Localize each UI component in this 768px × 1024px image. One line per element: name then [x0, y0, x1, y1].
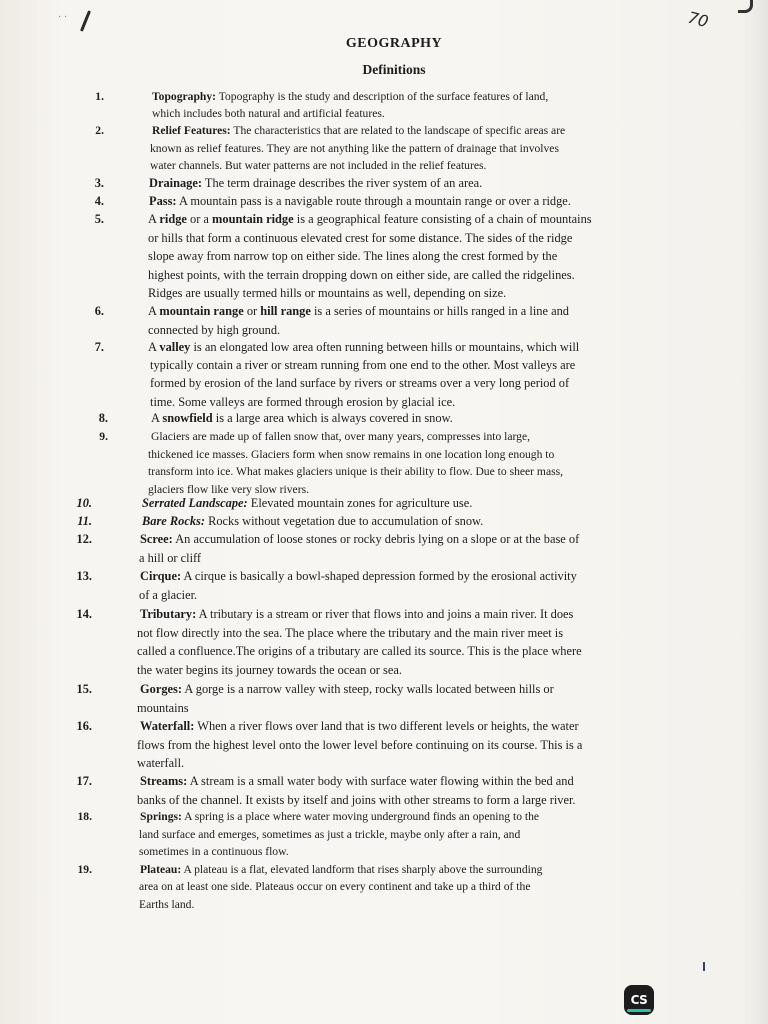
definition-text: Elevated mountain zones for agriculture use.: [250, 496, 473, 510]
definition-text: water channels. But water patterns are not included in the relief features.: [150, 159, 487, 173]
definition-text: transform into ice. What makes glaciers unique is their ability to flow. Due to sheer mass,: [148, 465, 564, 479]
definition-line: [142, 494, 688, 512]
definition-number: 9.: [99, 430, 108, 443]
definition-line: [151, 428, 688, 446]
definition-text: Rocks without vegetation due to accumulation of snow.: [208, 514, 484, 528]
definition-body: [148, 338, 688, 411]
definition-line: [137, 661, 688, 680]
definition-term: Tributary:: [140, 607, 197, 621]
definition-body: [137, 680, 688, 717]
definition-body: [148, 302, 688, 339]
definition-term: Cirque:: [140, 569, 182, 583]
definition-body: [137, 717, 688, 773]
definition-text: An accumulation of loose stones or rocky debris lying on a slope or at the base of: [175, 532, 580, 546]
definition-text: A tributary is a stream or river that flows into and joins a main river. It does: [198, 607, 574, 621]
definition-line: [139, 843, 688, 861]
definition-line: [140, 772, 688, 791]
definition-line: [139, 826, 688, 844]
definition-text: A gorge is a narrow valley with steep, rocky walls located between hills or: [184, 682, 554, 696]
definition-text: known as relief features. They are not anything like the pattern of drainage that involves: [150, 141, 559, 155]
definition-line: [137, 754, 688, 773]
definition-body: [152, 88, 688, 123]
definition-text: slope away from narrow top on either side. The lines along the crest formed by the: [148, 249, 558, 264]
definition-term: Scree:: [140, 532, 173, 546]
definition-line: [148, 266, 688, 285]
pen-mark-bottom: [703, 962, 705, 971]
definition-text: A: [151, 411, 160, 425]
definition-term: snowfield: [162, 411, 213, 425]
definition-text: not flow directly into the sea. The place where the tributary and the main river meet is: [137, 625, 564, 640]
definition-text: glaciers flow like very slow rivers.: [148, 482, 309, 496]
definition-term: Gorges:: [140, 682, 182, 696]
definition-text: formed by erosion of the land surface by rivers or streams over a very long period of: [150, 376, 570, 391]
definition-body: [148, 428, 688, 498]
definition-body: [140, 861, 688, 913]
definition-line: [149, 192, 688, 210]
definition-number: 19.: [77, 863, 92, 876]
definition-term: Serrated Landscape:: [142, 496, 248, 510]
definition-line: [137, 699, 688, 718]
definition-text: thickened ice masses. Glaciers form when snow remains in one location long enough to: [148, 447, 555, 461]
definition-text: of a glacier.: [139, 587, 198, 602]
definition-line: [140, 605, 688, 624]
definition-number: 11.: [77, 514, 92, 528]
definition-term: Springs:: [140, 810, 182, 823]
definition-line: [148, 338, 688, 356]
definition-text: the water begins its journey towards the ocean or sea.: [137, 662, 402, 677]
definition-body: [151, 410, 688, 427]
definition-term: Drainage:: [149, 176, 202, 190]
definition-number: 12.: [76, 532, 92, 546]
definition-term: Streams:: [140, 774, 188, 788]
definition-term: Waterfall:: [140, 719, 195, 733]
definition-text: A spring is a place where water moving underground finds an opening to the: [184, 810, 540, 823]
definition-number: 18.: [77, 810, 92, 823]
definition-text: Glaciers are made up of fallen snow that, over many years, compresses into large,: [151, 430, 531, 443]
definition-body: [137, 605, 688, 679]
definition-body: [137, 772, 688, 809]
definition-text: sometimes in a continuous flow.: [139, 845, 289, 859]
definition-text: The characteristics that are related to the landscape of specific areas are: [233, 124, 566, 137]
definition-text: highest points, with the terrain dropping down on either side, are called the ridgelines.: [148, 267, 575, 282]
definition-line: [150, 157, 688, 175]
definition-number: 4.: [94, 194, 104, 208]
definition-text: which includes both natural and artificial features.: [152, 107, 385, 121]
definition-body: [149, 174, 688, 192]
definition-number: 7.: [94, 340, 104, 354]
definition-line: [140, 717, 688, 736]
definition-line: [152, 122, 688, 140]
definition-line: [148, 210, 688, 229]
definition-line: [142, 512, 688, 530]
definition-text: area on at least one side. Plateaus occur on every continent and take up a third of the: [139, 880, 531, 894]
definition-line: [140, 861, 688, 878]
definition-text: is a large area which is always covered in snow.: [215, 411, 453, 425]
definition-number: 8.: [98, 411, 108, 425]
definition-body: [152, 122, 688, 175]
definition-text: is a geographical feature consisting of a chain of mountains: [296, 212, 592, 226]
definition-line: [152, 88, 688, 105]
scan-speckle: · ·: [58, 12, 68, 23]
definition-line: [137, 736, 688, 755]
definition-text: A plateau is a flat, elevated landform that rises sharply above the surrounding: [183, 863, 543, 876]
definition-term: Bare Rocks:: [142, 514, 205, 528]
definition-text: land surface and emerges, sometimes as just a trickle, maybe only after a rain, and: [139, 827, 521, 841]
page-subtitle: Definitions: [362, 62, 426, 77]
definition-body: [140, 808, 688, 861]
definition-line: [148, 321, 688, 340]
definition-body: [140, 530, 688, 567]
definition-number: 16.: [76, 719, 92, 733]
definition-line: [137, 791, 688, 810]
definition-text: is a series of mountains or hills ranged in a line and: [313, 304, 569, 318]
handwritten-page-number: 70: [686, 7, 711, 32]
definition-text: mountains: [137, 700, 189, 715]
definition-number: 5.: [94, 212, 104, 226]
definition-term: ridge: [159, 212, 187, 226]
definition-line: [140, 680, 688, 699]
definition-term: Pass:: [149, 194, 177, 208]
definition-line: [152, 105, 688, 122]
definition-number: 2.: [95, 124, 104, 137]
definition-body: [149, 192, 688, 210]
camscanner-logo-icon: CS: [624, 985, 654, 1015]
definition-line: [148, 302, 688, 321]
definition-line: [140, 530, 688, 549]
definition-number: 15.: [76, 682, 92, 696]
definition-line: [150, 140, 688, 158]
definition-text: or: [246, 304, 258, 318]
definition-text: is an elongated low area often running between hills or mountains, which will: [193, 340, 580, 354]
definition-line: [148, 284, 688, 303]
definition-text: Earths land.: [139, 897, 195, 911]
definition-text: A stream is a small water body with surface water flowing within the bed and: [189, 774, 574, 788]
definition-number: 14.: [76, 607, 92, 621]
definition-line: [139, 896, 688, 913]
definition-term: valley: [159, 340, 191, 354]
definition-text: Topography is the study and description of the surface features of land,: [218, 90, 549, 103]
definition-text: typically contain a river or stream running from one end to the other. Most valleys are: [150, 358, 576, 373]
definition-line: [148, 446, 688, 464]
definition-number: 3.: [94, 176, 104, 190]
definition-body: [148, 210, 688, 303]
definition-text: When a river flows over land that is two different levels or heights, the water: [197, 719, 579, 733]
definition-line: [139, 549, 688, 568]
definition-term: Relief Features:: [152, 124, 231, 137]
definition-line: [148, 229, 688, 248]
definition-term: mountain ridge: [212, 212, 294, 226]
definition-line: [150, 374, 688, 392]
definition-text: The term drainage describes the river system of an area.: [204, 176, 483, 190]
scan-shadow: [744, 0, 768, 1024]
definition-text: A mountain pass is a navigable route through a mountain range or over a ridge.: [178, 194, 571, 208]
definition-number: 6.: [94, 304, 104, 318]
definition-text: waterfall.: [137, 756, 185, 771]
definition-number: 13.: [76, 569, 92, 583]
definition-line: [148, 247, 688, 266]
definition-number: 10.: [76, 496, 92, 510]
definition-line: [149, 174, 688, 192]
definition-text: or a: [190, 212, 209, 226]
definition-line: [137, 642, 688, 661]
definition-text: a hill or cliff: [139, 550, 202, 565]
definition-term: hill range: [260, 304, 311, 318]
definition-term: Plateau:: [140, 863, 182, 876]
definition-line: [150, 393, 688, 411]
definition-line: [140, 808, 688, 826]
definition-text: Ridges are usually termed hills or mountains as well, depending on size.: [148, 286, 507, 301]
definition-line: [148, 463, 688, 481]
definition-line: [139, 586, 688, 605]
definition-line: [137, 624, 688, 643]
definition-text: flows from the highest level onto the lower level before continuing on its course. This is a: [137, 737, 583, 752]
definition-text: or hills that form a continuous elevated crest for some distance. The sides of the ridge: [148, 230, 573, 245]
definition-text: A: [148, 304, 157, 318]
definition-text: A: [148, 212, 157, 226]
definition-body: [142, 494, 688, 512]
definition-text: called a confluence.The origins of a tributary are called its source. This is the place where: [137, 644, 582, 659]
definition-term: Topography:: [152, 90, 217, 103]
definition-number: 1.: [95, 90, 104, 103]
definition-text: banks of the channel. It exists by itself and joins with other streams to form a large river.: [137, 792, 576, 807]
definition-line: [151, 410, 688, 427]
definition-body: [140, 567, 688, 604]
definition-body: [142, 512, 688, 530]
definition-number: 17.: [76, 774, 92, 788]
definition-text: A cirque is basically a bowl-shaped depression formed by the erosional activity: [183, 569, 577, 583]
page-title: GEOGRAPHY: [345, 36, 443, 51]
definition-line: [140, 567, 688, 586]
definition-text: time. Some valleys are formed through erosion by glacial ice.: [150, 394, 456, 409]
definition-text: A: [148, 340, 157, 354]
definition-line: [139, 878, 688, 895]
definition-line: [150, 356, 688, 374]
definition-text: connected by high ground.: [148, 322, 281, 337]
definition-term: mountain range: [159, 304, 244, 318]
